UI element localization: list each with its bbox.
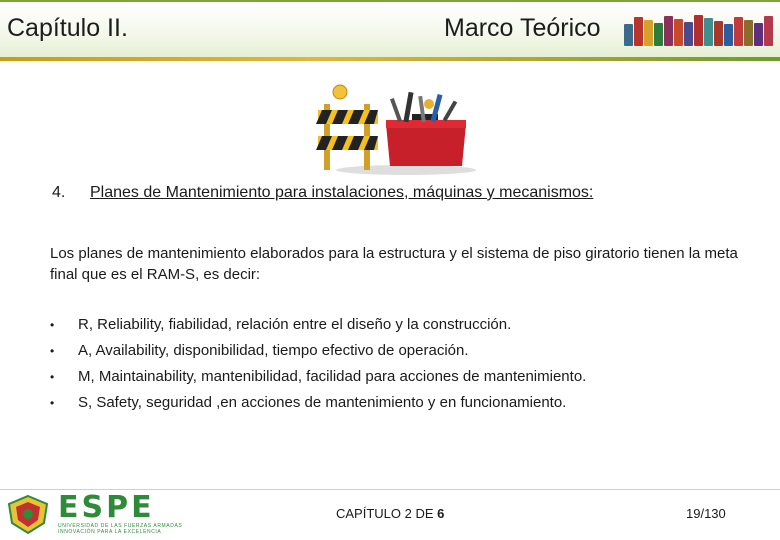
book-spine <box>734 17 743 46</box>
construction-tools-image <box>316 84 476 176</box>
book-spine <box>634 17 643 46</box>
book-spine <box>764 16 773 46</box>
list-item-text: M, Maintainability, mantenibilidad, facilidad para acciones de mantenimiento. <box>78 368 587 385</box>
header-band <box>0 0 780 58</box>
list-item <box>50 341 586 367</box>
book-spine <box>714 21 723 46</box>
intro-paragraph: Los planes de mantenimiento elaborados para la estructura y el sistema de piso giratorio tienen la meta final que es el RAM-S, es decir: <box>50 245 738 283</box>
bullet-icon: • <box>50 370 55 384</box>
book-spine <box>674 19 683 46</box>
book-spine <box>664 16 673 46</box>
list-item-text: R, Reliability, fiabilidad, relación entre el diseño y la construcción. <box>78 316 512 333</box>
book-spine <box>654 23 663 46</box>
logo-tagline: INNOVACIÓN PARA LA EXCELENCIA <box>58 529 162 535</box>
item-title: Planes de Mantenimiento para instalaciones, máquinas y mecanismos: <box>90 184 594 201</box>
book-spine <box>704 18 713 46</box>
book-spine <box>624 24 633 46</box>
bullet-icon: • <box>50 396 55 410</box>
books-icon <box>624 14 774 46</box>
book-spine <box>694 15 703 46</box>
book-spine <box>684 22 693 46</box>
chapter-counter-prefix: CAPÍTULO 2 DE <box>336 506 438 521</box>
espe-logo <box>4 490 183 535</box>
list-item-text: S, Safety, seguridad ,en acciones de mantenimiento y en funcionamiento. <box>78 394 567 411</box>
chapter-title: Capítulo II. <box>7 14 128 42</box>
header-divider <box>0 57 780 61</box>
bullet-icon: • <box>50 318 55 332</box>
book-spine <box>754 23 763 46</box>
chapter-counter <box>336 506 444 521</box>
item-number: 4. <box>52 184 66 201</box>
list-item <box>50 315 586 341</box>
book-spine <box>744 20 753 46</box>
book-spine <box>724 24 733 46</box>
list-item <box>50 367 586 393</box>
logo-wordmark: ESPE <box>58 490 155 525</box>
bullet-icon: • <box>50 344 55 358</box>
list-item-text: A, Availability, disponibilidad, tiempo efectivo de operación. <box>78 342 469 359</box>
book-spine <box>644 20 653 46</box>
university-crest-icon <box>4 493 52 535</box>
list-item <box>50 393 586 419</box>
page-number: 19/130 <box>686 506 726 521</box>
bullet-list <box>50 315 586 419</box>
logo-subtitle: UNIVERSIDAD DE LAS FUERZAS ARMADAS <box>58 523 183 529</box>
section-title: Marco Teórico <box>444 14 601 42</box>
chapter-counter-total: 6 <box>437 506 445 521</box>
